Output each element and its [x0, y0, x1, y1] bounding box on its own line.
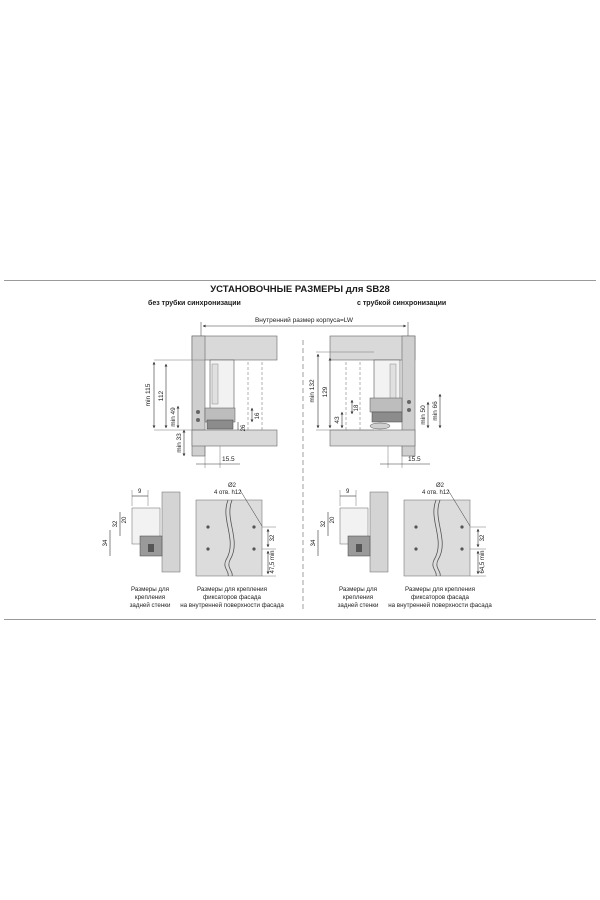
right-front-caption-1: Размеры для крепления — [405, 586, 475, 593]
left-front-holes: 4 отв. h12 — [214, 490, 242, 496]
left-back-caption-3: задней стенки — [129, 602, 171, 609]
right-front-dim-min: 64,5 min — [480, 550, 486, 574]
right-dim-min132: min 132 — [309, 379, 316, 403]
right-dim-min66: min 66 — [432, 401, 439, 421]
right-dim-min50: min 50 — [420, 405, 427, 425]
right-subtitle: с трубкой синхронизации — [357, 300, 447, 307]
right-front-dim-32: 32 — [480, 534, 486, 542]
left-dim-15-5: 15.5 — [222, 456, 235, 463]
left-front-dim-min: 47,5 min — [270, 550, 276, 574]
left-dim-16: 16 — [255, 412, 261, 420]
right-front-phi: Ø2 — [436, 483, 445, 489]
left-front-caption-3: на внутренней поверхности фасада — [180, 602, 284, 609]
left-dim-min115: min 115 — [145, 383, 152, 407]
right-back-caption-1: Размеры для — [338, 586, 378, 593]
left-back-caption-2: крепления — [134, 594, 166, 601]
left-back-dim-32: 32 — [113, 520, 119, 528]
left-front-dim-32: 32 — [270, 534, 276, 542]
left-back-dim-34: 34 — [103, 539, 109, 547]
right-back-dim-20: 20 — [330, 516, 336, 524]
right-back-caption-2: крепления — [342, 594, 374, 601]
right-front-caption-2: фиксаторов фасада — [411, 594, 469, 601]
left-dim-min33: min 33 — [176, 433, 183, 453]
right-front-caption-3: на внутренней поверхности фасада — [388, 602, 492, 609]
right-front-holes: 4 отв. h12 — [422, 490, 450, 496]
left-subtitle: без трубки синхронизации — [148, 300, 241, 307]
right-back-dim-34: 34 — [311, 539, 317, 547]
right-back-dim-9: 9 — [346, 489, 350, 495]
right-dim-43: 43 — [334, 416, 341, 424]
left-back-wall-detail — [103, 489, 180, 609]
left-front-panel-detail — [180, 483, 284, 609]
right-front-panel-detail — [388, 483, 492, 609]
right-dim-129: 129 — [322, 386, 329, 398]
right-dim-18: 18 — [354, 404, 360, 412]
left-dim-min49: min 49 — [170, 407, 177, 427]
left-front-phi: Ø2 — [228, 483, 237, 489]
left-front-caption-2: фиксаторов фасада — [203, 594, 261, 601]
right-back-caption-3: задней стенки — [337, 602, 379, 609]
sheet-title: УСТАНОВОЧНЫЕ РАЗМЕРЫ для SB28 — [210, 284, 390, 295]
left-dim-26: 26 — [241, 424, 247, 432]
left-section-drawing — [145, 336, 277, 468]
right-dim-15-5: 15.5 — [408, 456, 421, 463]
right-back-dim-32: 32 — [321, 520, 327, 528]
lw-label: Внутренний размер корпуса=LW — [254, 317, 354, 324]
right-section-drawing — [309, 336, 440, 468]
left-back-dim-20: 20 — [122, 516, 128, 524]
left-front-caption-1: Размеры для крепления — [197, 586, 267, 593]
left-back-caption-1: Размеры для — [130, 586, 170, 593]
left-back-dim-9: 9 — [138, 489, 142, 495]
right-back-wall-detail — [311, 489, 388, 609]
left-dim-112: 112 — [158, 390, 165, 402]
